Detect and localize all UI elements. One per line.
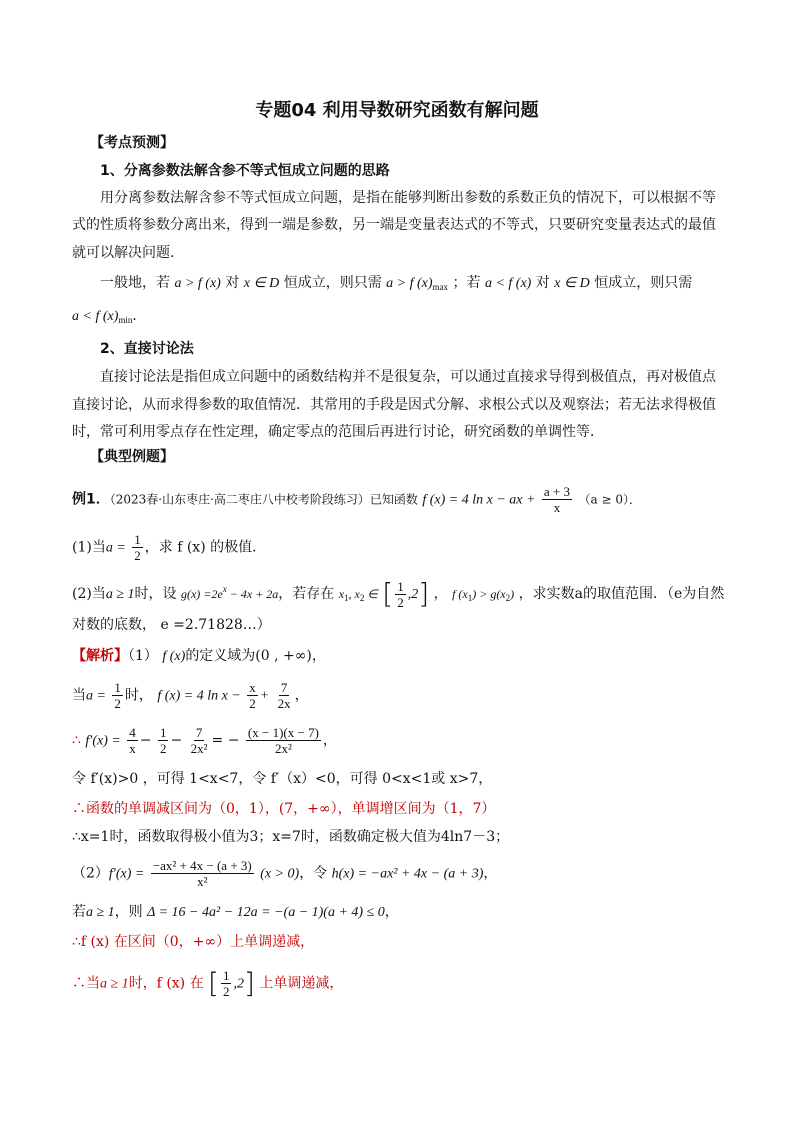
question-1: (1)当a = $\frac{1}{2}$ ，求 f (x) 的极值． [72, 532, 267, 563]
solution-line: 【解析】（1） f (x)的定义域为(0 , +∞)， [72, 648, 326, 664]
question-2: (2)当a ≥ 1时，设 $g(x) =2e^x - 4x + 2a$，若存在 $x_1$, $x_2$ ∈ [ $\frac{1}{2}$ ,2] ， f $(x_1) > g(x_2)$ ，求实数a的取值范围．（e为自然 [72, 577, 725, 610]
paragraph-line: 式的性质将参数分离出来，得到一端是参数，另一端是变量表达式的不等式，只要研究变量表达式的最值 [72, 217, 716, 233]
paragraph-line: 就可以解决问题． [72, 245, 184, 261]
paragraph-line: 一般地，若 a > f (x) 对 x ∈ D 恒成立，则只需 a > f $(x)_{max}$ ；若 a < f (x) 对 x ∈ D 恒成立，则只需 [100, 275, 693, 292]
paragraph-line: a < f $(x)_{min}$． [72, 308, 147, 325]
paragraph-line: 直接讨论，从而求得参数的取值情况．其常用的手段是因式分解、求根公式以及观察法；若无法求得极值 [72, 397, 716, 413]
question-2-continued: 对数的底数， e =2.71828…） [72, 617, 271, 633]
section-heading-examples: 【典型例题】 [90, 449, 174, 465]
solution-line: 令 f′(x)>0 ，可得 1<x<7，令 f′（x）<0，可得 0<x<1或 x>7， [72, 771, 493, 787]
section-heading-predictions: 【考点预测】 [90, 135, 174, 151]
paragraph-line: 直接讨论法是指但成立问题中的函数结构并不是很复杂，可以通过直接求导得到极值点，再对极值点 [100, 369, 716, 385]
solution-line: 若a ≥ 1，则 Δ = 16 − 4a² − 12a = −(a − 1)(a + 4) ≤ 0， [72, 904, 399, 920]
paragraph-line: 用分离参数法解含参不等式恒成立问题，是指在能够判断出参数的系数正负的情况下，可以根据不等 [100, 190, 716, 206]
example-statement: 例1．（2023春·山东枣庄·高二枣庄八中校考阶段练习）已知函数 f (x) = 4 ln x − ax + $\frac{a + 3}{x}$ （a ≥ 0）． [72, 484, 641, 515]
solution-line: ∴ f′(x) = $\frac{4}{x}$ − $\frac{1}{2}$ − $\frac{7}{\text{2x²}}$ = − $\frac{(x - 1)(x - 7)}{\text{2x²}}$ ， [72, 725, 337, 756]
subheading-direct-discussion: 2、直接讨论法 [100, 341, 194, 357]
solution-line: ∴函数的单调减区间为（0，1），(7，+∞），单调增区间为（1，7） [72, 801, 496, 817]
solution-line: （2）f′(x) = $\frac{\text{−ax² + 4x − (a + 3)}}{\text{x²}}$ (x > 0)，令 h(x) = −ax² + 4x − (a + 3)， [72, 858, 498, 889]
solution-line: ∴当a ≥ 1时，f (x) 在 [ $\frac{1}{2}$ ,2] 上单调递减， [72, 966, 344, 1000]
subheading-separation-method: 1、分离参数法解含参不等式恒成立问题的思路 [100, 163, 390, 179]
solution-line: ∴f (x) 在区间（0，+∞）上单调递减， [72, 934, 315, 950]
paragraph-line: 时，常可利用零点存在性定理，确定零点的范围后再进行讨论，研究函数的单调性等． [72, 424, 604, 440]
solution-line: ∴x=1时，函数取得极小值为3；x=7时，函数确定极大值为4ln7－3； [72, 829, 510, 845]
solution-line: 当a = $\frac{1}{2}$ 时， f (x) = 4 ln x − $\frac{x}{2}$ + $\frac{7}{2x}$ ， [72, 680, 309, 711]
page-title: 专题04 利用导数研究函数有解问题 [255, 100, 539, 121]
